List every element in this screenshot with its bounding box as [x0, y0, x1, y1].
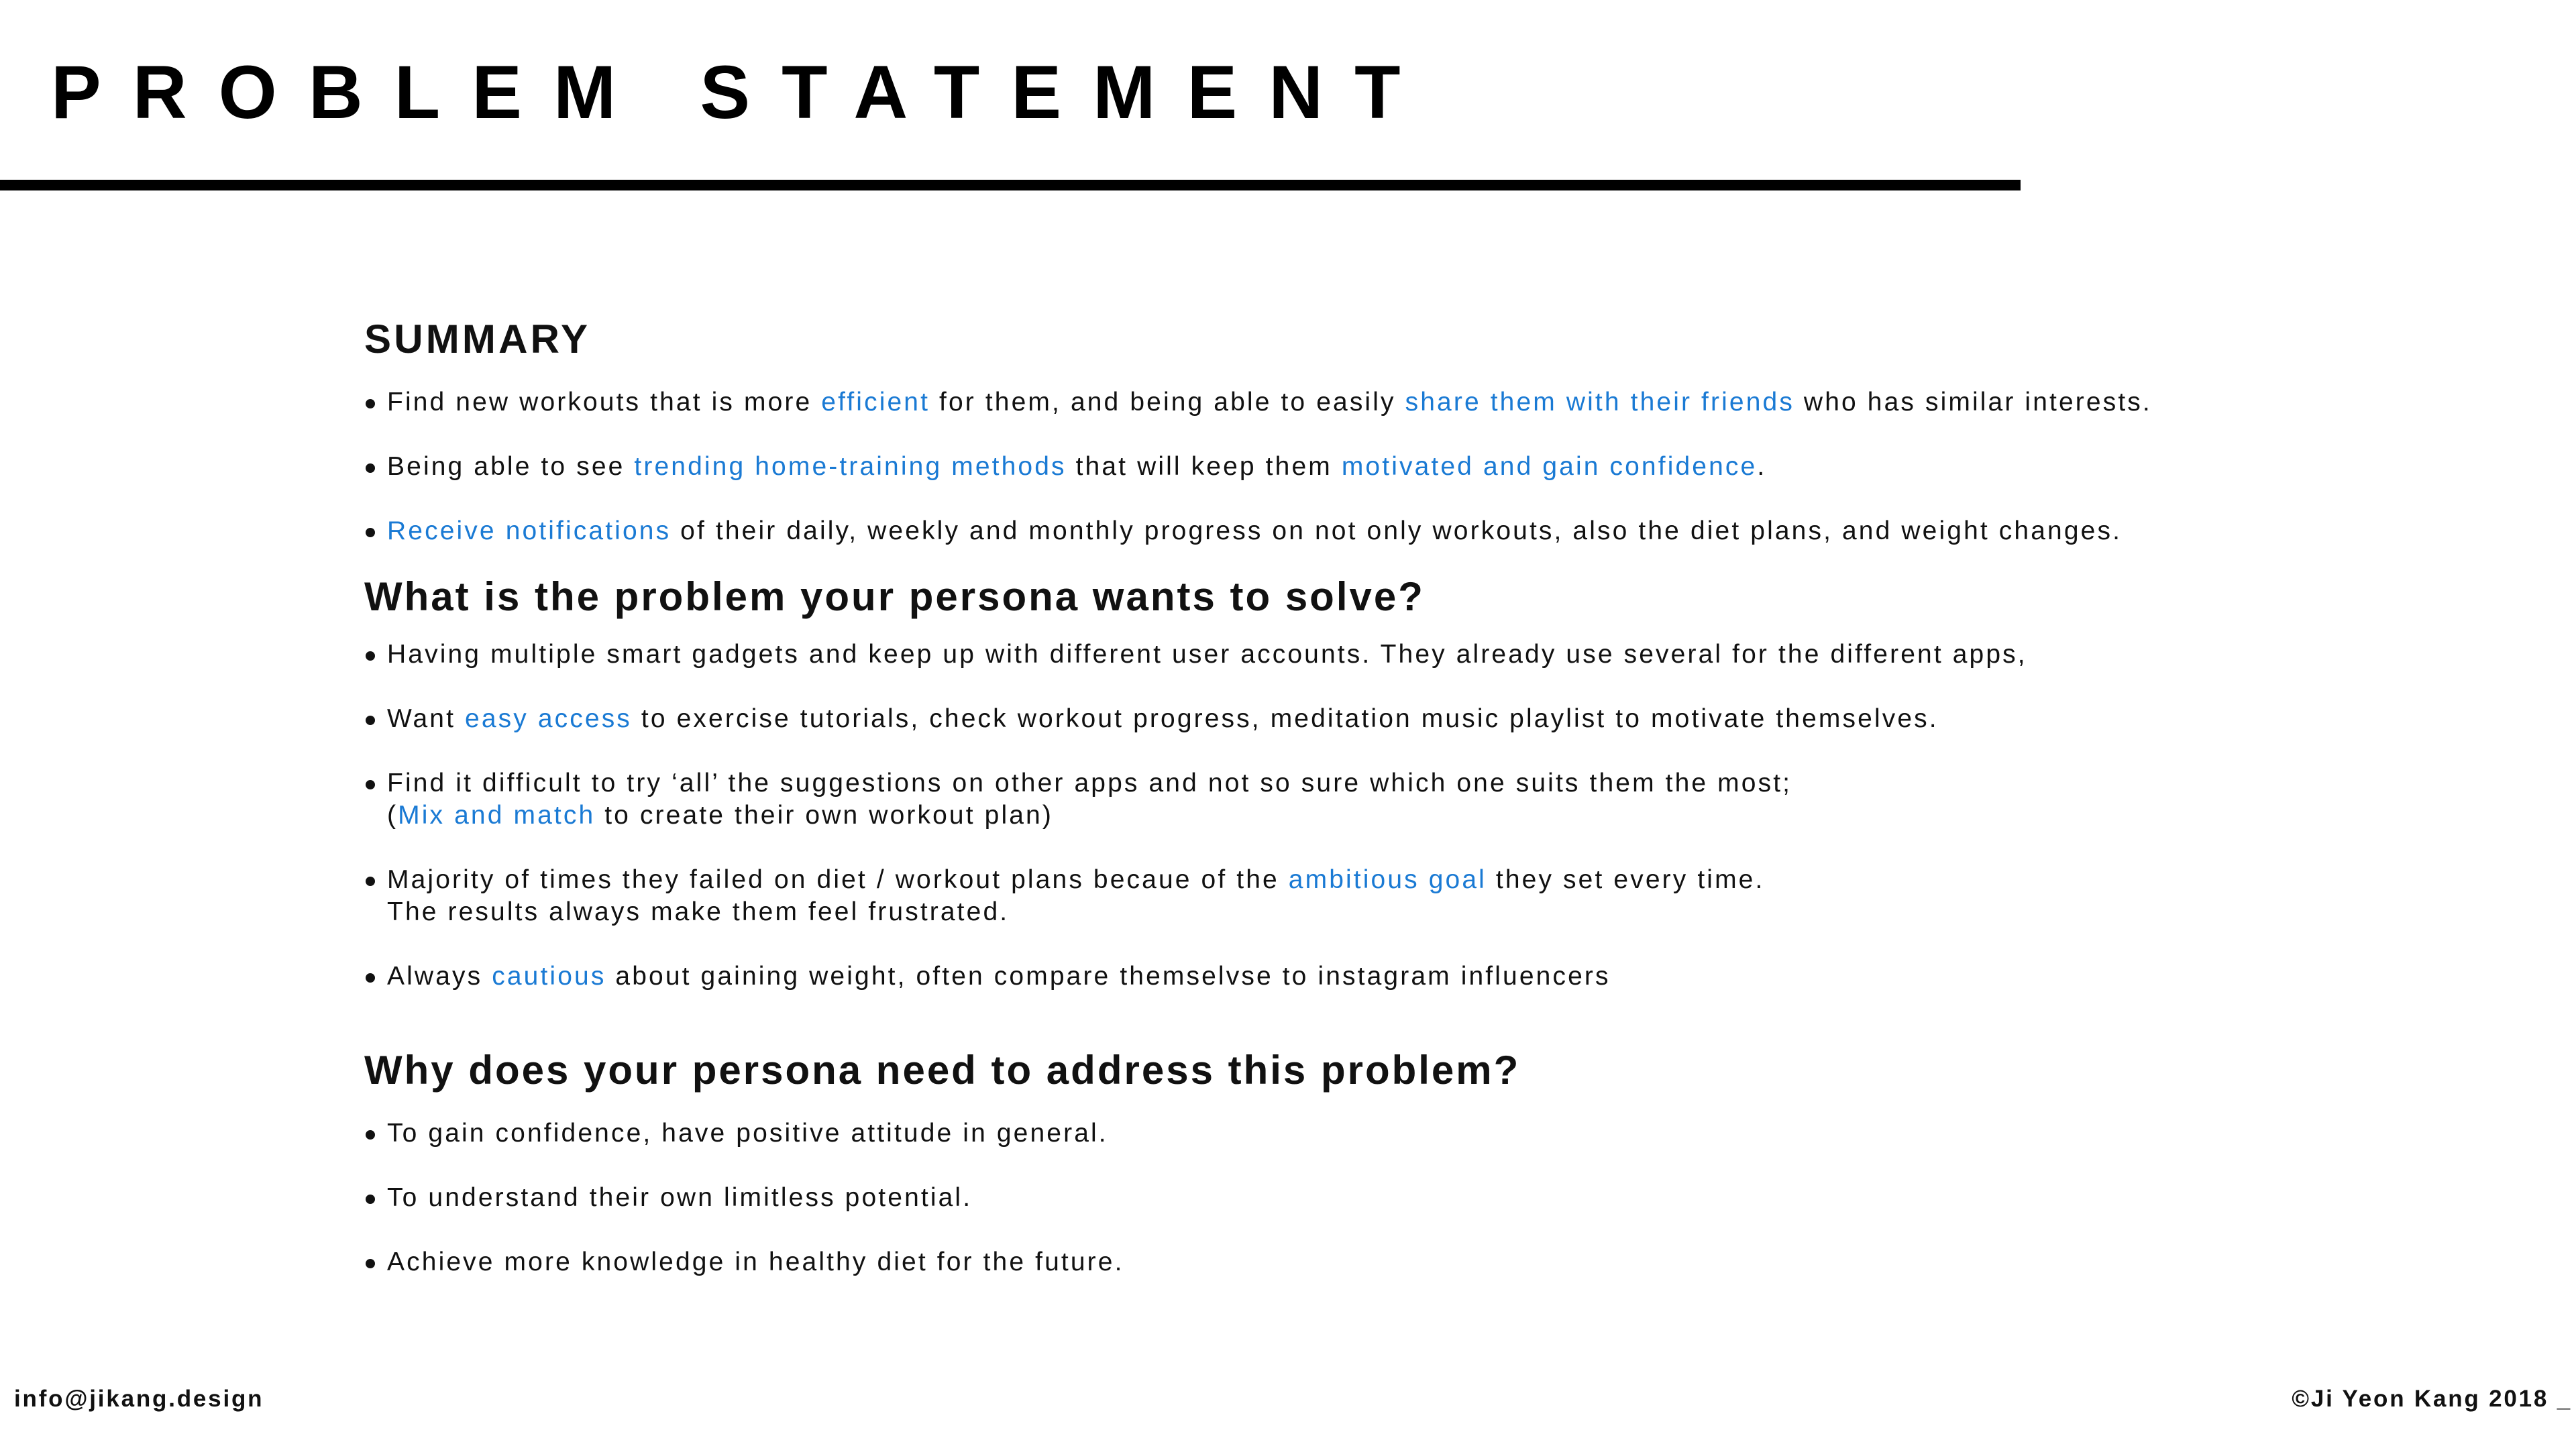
why-item: Achieve more knowledge in healthy diet for the future.: [364, 1246, 2511, 1278]
summary-list: [364, 386, 2511, 547]
highlight-text: efficient: [821, 388, 930, 417]
title-divider: [0, 180, 2021, 190]
why-item: To understand their own limitless potential.: [364, 1182, 2511, 1214]
problem-item: Want easy access to exercise tutorials, check workout progress, meditation music playlist to motivate themselves.: [364, 703, 2511, 735]
problem-item: Majority of times they failed on diet / workout plans becaue of the ambitious goal they set every time. The results always make them feel frustrated.: [364, 864, 2511, 928]
problem-item: Having multiple smart gadgets and keep up with different user accounts. They already use several for the different apps,: [364, 639, 2511, 671]
summary-item: Find new workouts that is more efficient for them, and being able to easily share them with their friends who has similar interests.: [364, 386, 2511, 419]
problem-item: Always cautious about gaining weight, often compare themselvse to instagram influencers: [364, 960, 2511, 993]
problem-list: [364, 639, 2511, 993]
highlight-text: easy access: [465, 704, 632, 733]
why-item: To gain confidence, have positive attitude in general.: [364, 1117, 2511, 1150]
why-heading: Why does your persona need to address this problem?: [364, 1048, 1521, 1093]
summary-heading: SUMMARY: [364, 317, 591, 362]
highlight-text: Mix and match: [398, 801, 596, 830]
content-area: [364, 315, 2511, 1278]
summary-item: Being able to see trending home-training methods that will keep them motivated and gain confidence.: [364, 451, 2511, 483]
why-list: [364, 1117, 2511, 1278]
highlight-text: motivated and gain confidence: [1341, 452, 1758, 481]
page-title: PROBLEM STATEMENT: [51, 50, 1432, 134]
problem-heading: What is the problem your persona wants to solve?: [364, 574, 1425, 619]
summary-item: Receive notifications of their daily, weekly and monthly progress on not only workouts, also the diet plans, and weight changes.: [364, 515, 2511, 547]
problem-item: Find it difficult to try ‘all’ the suggestions on other apps and not so sure which one suits them the most; (Mix and match to create their own workout plan): [364, 767, 2511, 832]
footer-email: info@jikang.design: [14, 1386, 264, 1412]
highlight-text: ambitious goal: [1288, 865, 1487, 894]
highlight-text: cautious: [492, 962, 606, 991]
highlight-text: Receive notifications: [387, 516, 672, 545]
highlight-text: trending home-training methods: [634, 452, 1067, 481]
highlight-text: share them with their friends: [1405, 388, 1794, 417]
footer-copyright: ©Ji Yeon Kang 2018 _: [2292, 1386, 2572, 1412]
